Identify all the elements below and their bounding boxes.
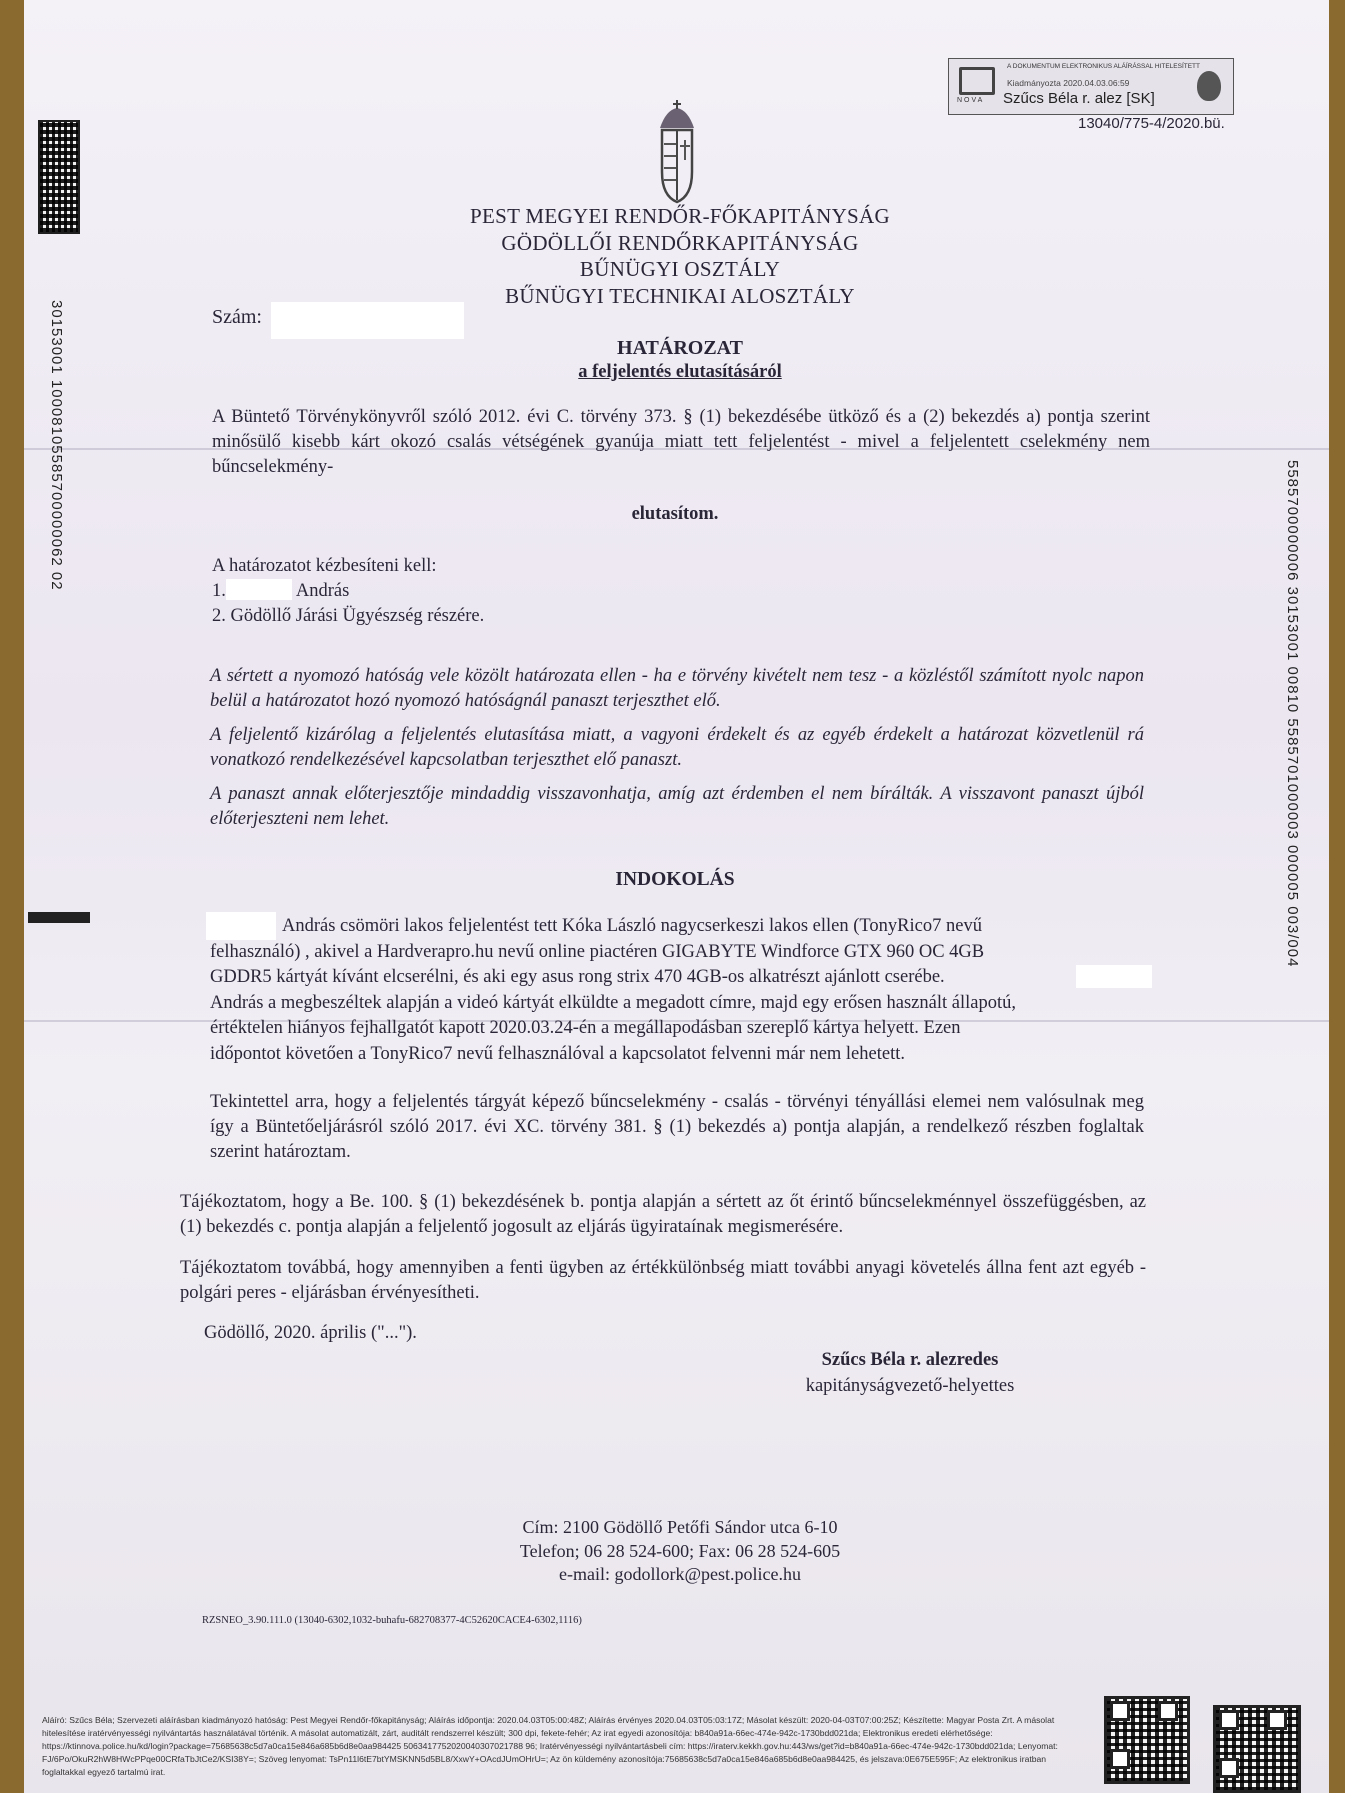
- decision-operative: elutasítom.: [631, 504, 719, 524]
- signature-block: [740, 1347, 1080, 1399]
- monitor-icon: [959, 67, 995, 95]
- redaction: [271, 302, 464, 339]
- stamp-header: A DOKUMENTUM ELEKTRONIKUS ALÁÍRÁSSAL HITELESÍTETT: [1007, 63, 1200, 70]
- reasoning-line: értéktelen hiányos fejhallgatót kapott 2020.03.24-én a megállapodásban szereplő kártya helyett. Ezen: [210, 1018, 961, 1038]
- electronic-copy-footer: Aláíró: Szűcs Béla; Szervezeti aláírásban kiadmányozó hatóság: Pest Megyei Rendőr-főkapitányság; Aláírás időpontja: 2020.04.03T05:00:48Z; Aláírás érvényes 2020.04.03T05:03:17Z; Másolat készült: 2020-04-03T07:00:25Z; Készítette: Magyar Posta Zrt. A másolat hitelesítése iratérvényességi nyilvántartás használatával történik. A másolat automatizált, zárt, auditált rendszerrel készült; 300 dpi, fekete-fehér; Az irat egyedi azonosítója: b840a91a-66ec-474e-942c-1730bdd021da; Elektronikus eredeti elérhetősége: https://ktinnova.police.hu/kd/login?package=75685638c5d7a0ca15e846a685b6d8e0aa984425 5063417752020040307021788 96; Iratérvényességi nyilvántartásbeli cím: https://iraterv.kekkh.gov.hu:443/ws/get?id=b840a91a-66ec-474e-942c-1730bdd021da; Lenyomat: FJ/6Po/OkuR2hW8HWcPPqe00CRfaTbJtCe2/KSI38Y=; Szöveg lenyomat: TsPn11l6tE7btYMSKNN5d5BL8/XxwY+OAcdJUmOHrU=; Az ön küldemény azonosítója:75685638c5d7a0ca15e846a685b6d8e0aa984425, és jelszava:0E675E595F; Az elektronikus iratban foglaltakkal egyező tartalmú irat.: [42, 1715, 1058, 1777]
- info-paragraph-2: Tájékoztatom továbbá, hogy amennyiben a fenti ügyben az értékkülönbség miatt további anyagi követelés állna fent azt egyéb - polgári peres - eljárásban érvényesítheti.: [180, 1258, 1146, 1303]
- qr-finder: [1110, 1749, 1130, 1769]
- notice-3: A panaszt annak előterjesztője mindaddig visszavonhatja, amíg azt érdemben el nem bírálták. A visszavont panaszt újból előterjeszteni nem lehet.: [210, 784, 1144, 829]
- intro-paragraph: A Büntető Törvénykönyvről szóló 2012. évi C. törvény 373. § (1) bekezdésébe ütköző és a (2) bekezdés a) pontja szerint minősülő kisebb kárt okozó csalás vétségének gyanúja miatt tett feljelentést - mivel a feljelentett cselekmény nem bűncselekmény-: [212, 407, 1150, 477]
- reasoning-paragraph-2: Tekintettel arra, hogy a feljelentés tárgyát képező bűncselekmény - csalás - törvényi tényállási elemei nem valósulnak meg így a Büntetőeljárásról szóló 2017. évi XC. törvény 381. § (1) bekezdés a) pontja alapján, a rendelkező részben foglaltak szerint határoztam.: [210, 1092, 1144, 1162]
- decision-subtitle: a feljelentés elutasításáról: [578, 362, 782, 382]
- case-number-label: Szám:: [212, 306, 262, 328]
- margin-mark: [28, 912, 90, 923]
- coat-of-arms-icon: [652, 100, 702, 206]
- reasoning-line: András csömöri lakos feljelentést tett Kóka László nagycserkeszi lakos ellen (TonyRico7 nevű: [282, 916, 982, 936]
- left-side-number: 30153001 10008105585700000062 02: [48, 300, 65, 591]
- qr-finder: [1110, 1701, 1130, 1721]
- stamp-signer: Szűcs Béla r. alez [SK]: [1003, 90, 1155, 107]
- stamp-date: Kiadmányozta 2020.04.03.06:59: [1007, 78, 1130, 88]
- header-line: GÖDÖLLŐI RENDŐRKAPITÁNYSÁG: [501, 230, 859, 255]
- reasoning-line: GDDR5 kártyát kívánt elcserélni, és aki egy asus rong strix 470 4GB-os alkatrészt ajánlott cserébe.: [210, 967, 945, 987]
- header-line: BŰNÜGYI OSZTÁLY: [579, 257, 781, 281]
- system-reference: RZSNEO_3.90.111.0 (13040-6302,1032-buhafu-682708377-4C52620CACE4-6302,1116): [202, 1615, 582, 1626]
- reasoning-line: időpontot követően a TonyRico7 nevű felhasználóval a kapcsolatot felvenni már nem lehetett.: [210, 1043, 905, 1064]
- header-line: BŰNÜGYI TECHNIKAI ALOSZTÁLY: [505, 283, 855, 308]
- contact-phone: Telefon; 06 28 524-600; Fax: 06 28 524-605: [519, 1540, 841, 1561]
- notice-2: A feljelentő kizárólag a feljelentés elutasítása miatt, a vagyoni érdekelt és az egyéb érdekelt a határozat közvetlenül rá vonatkozó rendelkezésével kapcsolatban terjeszthet elő panaszt.: [210, 725, 1144, 770]
- place-and-date: Gödöllő, 2020. április ("...").: [204, 1323, 417, 1343]
- reasoning-line: András a megbeszéltek alapján a videó kártyát elküldte a megadott címre, majd egy erősen használt állapotú,: [210, 992, 1016, 1013]
- contact-email: e-mail: godollork@pest.police.hu: [558, 1564, 802, 1584]
- document-number: 13040/775-4/2020.bü.: [1078, 115, 1225, 132]
- redaction: [226, 579, 292, 600]
- qr-finder: [1219, 1710, 1239, 1730]
- info-paragraph-1: Tájékoztatom, hogy a Be. 100. § (1) bekezdésének b. pontja alapján a sértett az őt érintő bűncselekménnyel összefüggésben, az (1) bekezdés c. pontja alapján a feljelentő jogosult az eljárás ügyirataínak megismerésére.: [180, 1192, 1146, 1237]
- data-matrix-code: [38, 120, 80, 234]
- list-number: 1.: [212, 581, 226, 601]
- lock-icon: [1197, 71, 1221, 101]
- delivery-section: [212, 554, 1012, 629]
- stamp-brand: NOVA: [957, 97, 985, 104]
- qr-finder: [1267, 1710, 1287, 1730]
- decision-title: HATÁROZAT: [617, 337, 743, 359]
- right-side-number: 5585700000006 30153001 00810 5585701000003 000005 003/004: [1284, 460, 1301, 968]
- recipient-name: András: [295, 581, 350, 601]
- qr-finder: [1158, 1701, 1178, 1721]
- delivery-item-2: 2. Gödöllő Járási Ügyészség részére.: [212, 606, 485, 626]
- header-line: PEST MEGYEI RENDŐR-FŐKAPITÁNYSÁG: [470, 204, 890, 228]
- delivery-heading: A határozatot kézbesíteni kell:: [212, 556, 437, 576]
- signatory-title: kapitányságvezető-helyettes: [805, 1376, 1015, 1396]
- reasoning-paragraph-1: [210, 914, 1150, 1067]
- qr-finder: [1219, 1758, 1239, 1778]
- reasoning-title: INDOKOLÁS: [615, 869, 735, 890]
- signatory-name: Szűcs Béla r. alezredes: [821, 1350, 999, 1370]
- delivery-item-1: [212, 579, 1012, 604]
- notice-1: A sértett a nyomozó hatóság vele közölt határozata ellen - ha e törvény kivételt nem tesz - a közléstől számított nyolc napon belül a határozatot hozó nyomozó hatóságnál panaszt terjeszthet elő.: [210, 666, 1144, 711]
- contact-block: [440, 1516, 920, 1587]
- redaction: [1076, 965, 1152, 988]
- contact-address: Cím: 2100 Gödöllő Petőfi Sándor utca 6-10: [522, 1517, 838, 1537]
- electronic-signature-stamp: [948, 58, 1234, 115]
- reasoning-line: felhasználó) , akivel a Hardverapro.hu nevű online piactéren GIGABYTE Windforce GTX 960 OC 4GB: [210, 941, 985, 962]
- authority-header: [380, 203, 980, 309]
